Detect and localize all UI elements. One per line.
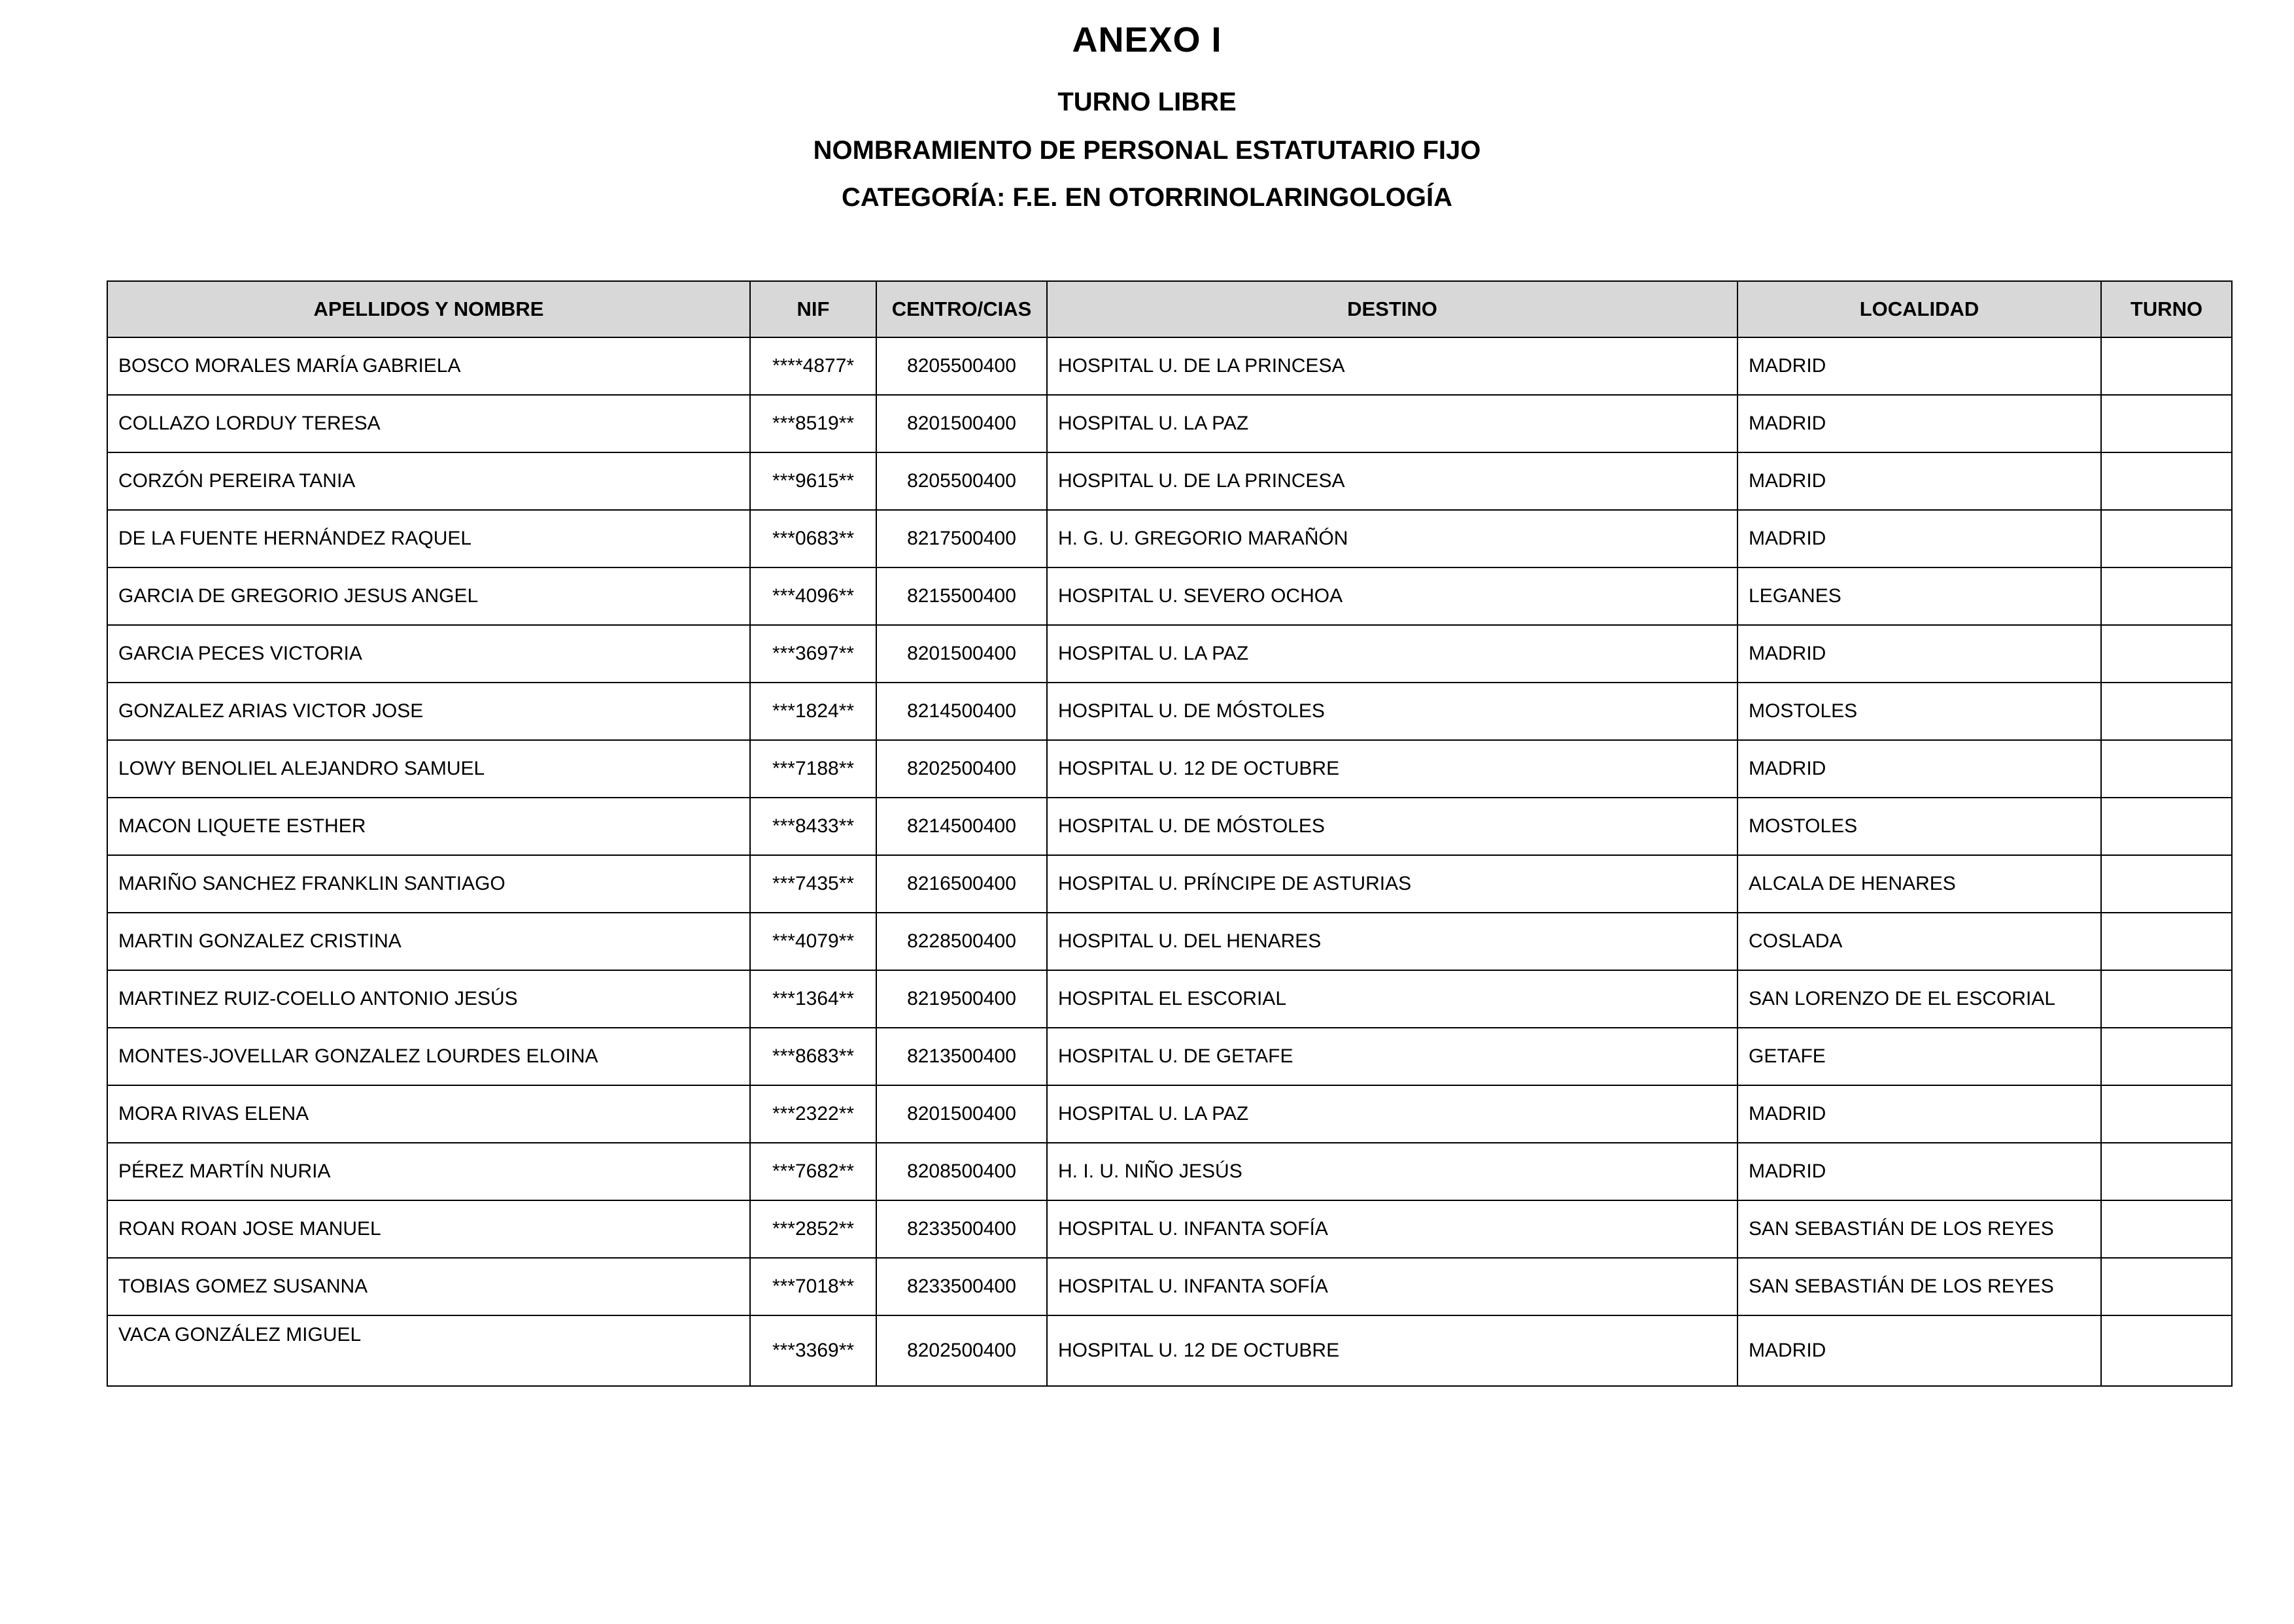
table-header-row (107, 281, 2232, 337)
cell-destino: HOSPITAL U. SEVERO OCHOA (1047, 567, 1738, 625)
cell-centro-cias: 8228500400 (876, 913, 1047, 970)
table-row (107, 970, 2232, 1028)
cell-turno (2101, 683, 2232, 740)
cell-localidad: MADRID (1738, 1143, 2101, 1200)
column-header-apellidos: APELLIDOS Y NOMBRE (107, 281, 750, 337)
cell-turno (2101, 1200, 2232, 1258)
cell-turno (2101, 1143, 2232, 1200)
cell-apellidos-y-nombre: GONZALEZ ARIAS VICTOR JOSE (107, 683, 750, 740)
table-row (107, 913, 2232, 970)
cell-turno (2101, 740, 2232, 798)
cell-apellidos-y-nombre: BOSCO MORALES MARÍA GABRIELA (107, 337, 750, 395)
cell-centro-cias: 8201500400 (876, 1085, 1047, 1143)
cell-nif: ***3697** (750, 625, 876, 683)
cell-localidad: MADRID (1738, 1085, 2101, 1143)
cell-localidad: MADRID (1738, 510, 2101, 567)
cell-centro-cias: 8208500400 (876, 1143, 1047, 1200)
table-row (107, 567, 2232, 625)
cell-destino: HOSPITAL U. INFANTA SOFÍA (1047, 1258, 1738, 1315)
cell-destino: HOSPITAL U. DE MÓSTOLES (1047, 798, 1738, 855)
cell-apellidos-y-nombre: ROAN ROAN JOSE MANUEL (107, 1200, 750, 1258)
table-body (107, 337, 2232, 1386)
cell-turno (2101, 1315, 2232, 1386)
table-row (107, 1315, 2232, 1386)
table-row (107, 855, 2232, 913)
cell-nif: ***1824** (750, 683, 876, 740)
cell-localidad: GETAFE (1738, 1028, 2101, 1085)
cell-turno (2101, 970, 2232, 1028)
table-row (107, 798, 2232, 855)
cell-apellidos-y-nombre: TOBIAS GOMEZ SUSANNA (107, 1258, 750, 1315)
cell-apellidos-y-nombre: CORZÓN PEREIRA TANIA (107, 452, 750, 510)
cell-destino: H. I. U. NIÑO JESÚS (1047, 1143, 1738, 1200)
cell-nif: ***7188** (750, 740, 876, 798)
cell-destino: H. G. U. GREGORIO MARAÑÓN (1047, 510, 1738, 567)
cell-turno (2101, 1085, 2232, 1143)
cell-apellidos-y-nombre: VACA GONZÁLEZ MIGUEL (107, 1315, 750, 1386)
cell-destino: HOSPITAL U. LA PAZ (1047, 625, 1738, 683)
cell-turno (2101, 913, 2232, 970)
table-row (107, 1258, 2232, 1315)
cell-centro-cias: 8233500400 (876, 1200, 1047, 1258)
table-row (107, 1143, 2232, 1200)
column-header-destino: DESTINO (1047, 281, 1738, 337)
cell-turno (2101, 1028, 2232, 1085)
cell-apellidos-y-nombre: MORA RIVAS ELENA (107, 1085, 750, 1143)
document-header (0, 0, 2294, 212)
cell-centro-cias: 8201500400 (876, 395, 1047, 452)
cell-localidad: MOSTOLES (1738, 683, 2101, 740)
column-header-centro-cias: CENTRO/CIAS (876, 281, 1047, 337)
cell-centro-cias: 8216500400 (876, 855, 1047, 913)
cell-turno (2101, 452, 2232, 510)
table-row (107, 510, 2232, 567)
cell-centro-cias: 8214500400 (876, 798, 1047, 855)
cell-apellidos-y-nombre: PÉREZ MARTÍN NURIA (107, 1143, 750, 1200)
subtitle-nombramiento: NOMBRAMIENTO DE PERSONAL ESTATUTARIO FIJO (813, 136, 1481, 165)
cell-localidad: LEGANES (1738, 567, 2101, 625)
cell-localidad: MADRID (1738, 395, 2101, 452)
table-row (107, 337, 2232, 395)
cell-apellidos-y-nombre: LOWY BENOLIEL ALEJANDRO SAMUEL (107, 740, 750, 798)
cell-localidad: SAN SEBASTIÁN DE LOS REYES (1738, 1200, 2101, 1258)
table-row (107, 625, 2232, 683)
cell-nif: ***8433** (750, 798, 876, 855)
cell-apellidos-y-nombre: MARIÑO SANCHEZ FRANKLIN SANTIAGO (107, 855, 750, 913)
cell-centro-cias: 8205500400 (876, 452, 1047, 510)
cell-nif: ***8683** (750, 1028, 876, 1085)
cell-apellidos-y-nombre: MARTIN GONZALEZ CRISTINA (107, 913, 750, 970)
cell-nif: ***2852** (750, 1200, 876, 1258)
cell-apellidos-y-nombre: COLLAZO LORDUY TERESA (107, 395, 750, 452)
cell-destino: HOSPITAL U. 12 DE OCTUBRE (1047, 740, 1738, 798)
cell-destino: HOSPITAL U. DEL HENARES (1047, 913, 1738, 970)
cell-apellidos-y-nombre: MACON LIQUETE ESTHER (107, 798, 750, 855)
cell-nif: ***7435** (750, 855, 876, 913)
cell-centro-cias: 8202500400 (876, 1315, 1047, 1386)
cell-centro-cias: 8214500400 (876, 683, 1047, 740)
cell-apellidos-y-nombre: MONTES-JOVELLAR GONZALEZ LOURDES ELOINA (107, 1028, 750, 1085)
cell-localidad: SAN LORENZO DE EL ESCORIAL (1738, 970, 2101, 1028)
cell-localidad: MADRID (1738, 625, 2101, 683)
cell-centro-cias: 8233500400 (876, 1258, 1047, 1315)
cell-apellidos-y-nombre: MARTINEZ RUIZ-COELLO ANTONIO JESÚS (107, 970, 750, 1028)
cell-nif: ***1364** (750, 970, 876, 1028)
cell-turno (2101, 855, 2232, 913)
cell-nif: ***7682** (750, 1143, 876, 1200)
cell-localidad: MADRID (1738, 1315, 2101, 1386)
cell-nif: ***0683** (750, 510, 876, 567)
subtitle-categoria: CATEGORÍA: F.E. EN OTORRINOLARINGOLOGÍA (841, 183, 1453, 212)
table-row (107, 395, 2232, 452)
cell-turno (2101, 337, 2232, 395)
cell-localidad: MADRID (1738, 337, 2101, 395)
column-header-nif: NIF (750, 281, 876, 337)
table-row (107, 740, 2232, 798)
cell-apellidos-y-nombre: GARCIA DE GREGORIO JESUS ANGEL (107, 567, 750, 625)
cell-apellidos-y-nombre: DE LA FUENTE HERNÁNDEZ RAQUEL (107, 510, 750, 567)
cell-turno (2101, 395, 2232, 452)
cell-destino: HOSPITAL U. 12 DE OCTUBRE (1047, 1315, 1738, 1386)
table-row (107, 1200, 2232, 1258)
cell-destino: HOSPITAL EL ESCORIAL (1047, 970, 1738, 1028)
cell-localidad: MADRID (1738, 740, 2101, 798)
cell-destino: HOSPITAL U. PRÍNCIPE DE ASTURIAS (1047, 855, 1738, 913)
cell-localidad: MOSTOLES (1738, 798, 2101, 855)
cell-destino: HOSPITAL U. DE GETAFE (1047, 1028, 1738, 1085)
cell-nif: ***8519** (750, 395, 876, 452)
cell-centro-cias: 8219500400 (876, 970, 1047, 1028)
cell-turno (2101, 798, 2232, 855)
table-row (107, 1028, 2232, 1085)
cell-nif: ***4079** (750, 913, 876, 970)
cell-nif: ***3369** (750, 1315, 876, 1386)
table-row (107, 1085, 2232, 1143)
cell-centro-cias: 8215500400 (876, 567, 1047, 625)
cell-turno (2101, 1258, 2232, 1315)
cell-centro-cias: 8213500400 (876, 1028, 1047, 1085)
subtitle-turno-libre: TURNO LIBRE (1057, 88, 1237, 116)
cell-localidad: MADRID (1738, 452, 2101, 510)
cell-destino: HOSPITAL U. DE MÓSTOLES (1047, 683, 1738, 740)
column-header-localidad: LOCALIDAD (1738, 281, 2101, 337)
cell-destino: HOSPITAL U. DE LA PRINCESA (1047, 337, 1738, 395)
cell-centro-cias: 8217500400 (876, 510, 1047, 567)
page-title: ANEXO I (1072, 20, 1222, 59)
cell-destino: HOSPITAL U. DE LA PRINCESA (1047, 452, 1738, 510)
cell-localidad: COSLADA (1738, 913, 2101, 970)
cell-destino: HOSPITAL U. INFANTA SOFÍA (1047, 1200, 1738, 1258)
appointments-table (107, 280, 2233, 1387)
cell-apellidos-y-nombre: GARCIA PECES VICTORIA (107, 625, 750, 683)
cell-centro-cias: 8201500400 (876, 625, 1047, 683)
cell-nif: ***9615** (750, 452, 876, 510)
cell-centro-cias: 8202500400 (876, 740, 1047, 798)
cell-turno (2101, 625, 2232, 683)
table-row (107, 452, 2232, 510)
cell-turno (2101, 510, 2232, 567)
cell-destino: HOSPITAL U. LA PAZ (1047, 1085, 1738, 1143)
cell-nif: ***4096** (750, 567, 876, 625)
cell-turno (2101, 567, 2232, 625)
cell-centro-cias: 8205500400 (876, 337, 1047, 395)
table-row (107, 683, 2232, 740)
cell-destino: HOSPITAL U. LA PAZ (1047, 395, 1738, 452)
cell-localidad: SAN SEBASTIÁN DE LOS REYES (1738, 1258, 2101, 1315)
cell-nif: ***7018** (750, 1258, 876, 1315)
cell-localidad: ALCALA DE HENARES (1738, 855, 2101, 913)
cell-nif: ***2322** (750, 1085, 876, 1143)
column-header-turno: TURNO (2101, 281, 2232, 337)
cell-nif: ****4877* (750, 337, 876, 395)
